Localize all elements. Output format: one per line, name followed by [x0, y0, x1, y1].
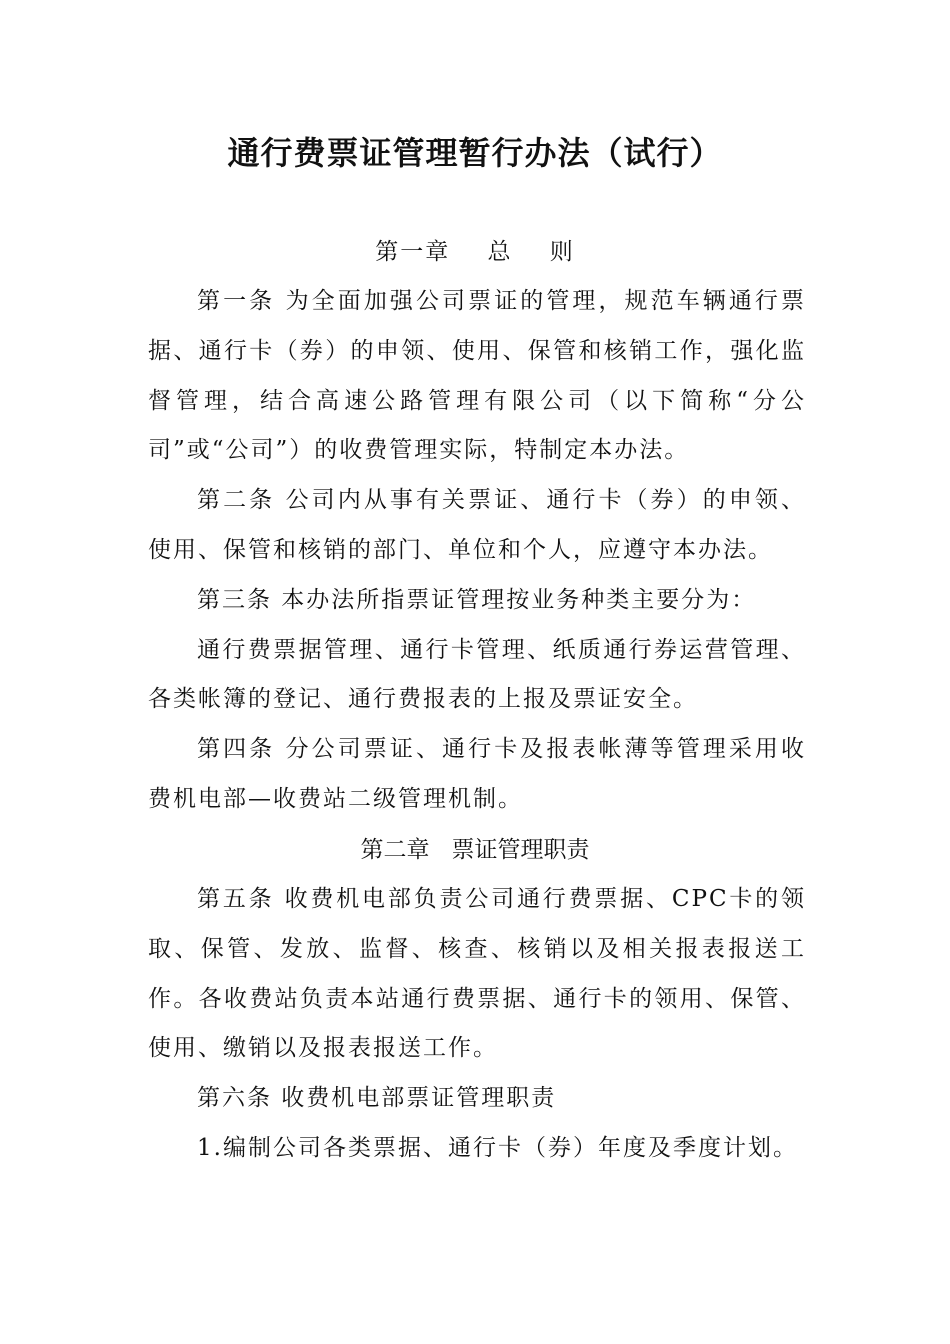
article-1: 第一条 为全面加强公司票证的管理，规范车辆通行票据、通行卡（券）的申领、使用、保管和核销工作，强化监督管理，结合高速公路管理有限公司（以下简称“分公司”或“公司”）的收费管理实际，特制定本办法。 — [148, 288, 806, 464]
article-3-list: 通行费票据管理、通行卡管理、纸质通行券运营管理、各类帐簿的登记、通行费报表的上报及票证安全。 — [148, 636, 806, 713]
chapter-heading-2: 第二章 票证管理职责 — [360, 837, 590, 863]
article-6-item-1: 1.编制公司各类票据、通行卡（券）年度及季度计划。 — [197, 1134, 798, 1161]
article-3: 第三条 本办法所指票证管理按业务种类主要分为： — [197, 586, 757, 613]
chapter-2-body — [148, 875, 806, 1174]
article-2: 第二条 公司内从事有关票证、通行卡（券）的申领、使用、保管和核销的部门、单位和个人，应遵守本办法。 — [148, 487, 806, 563]
chapter-heading-1: 第一章 总 则 — [375, 239, 575, 265]
document-title: 通行费票证管理暂行办法（试行） — [227, 134, 723, 172]
chapter-1-body — [148, 277, 806, 825]
article-4: 第四条 分公司票证、通行卡及报表帐薄等管理采用收费机电部—收费站二级管理机制。 — [148, 736, 806, 812]
article-6: 第六条 收费机电部票证管理职责 — [197, 1085, 557, 1112]
article-5: 第五条 收费机电部负责公司通行费票据、CPC卡的领取、保管、发放、监督、核查、核销以及相关报表报送工作。各收费站负责本站通行费票据、通行卡的领用、保管、使用、缴销以及报表报送工作。 — [148, 886, 806, 1062]
